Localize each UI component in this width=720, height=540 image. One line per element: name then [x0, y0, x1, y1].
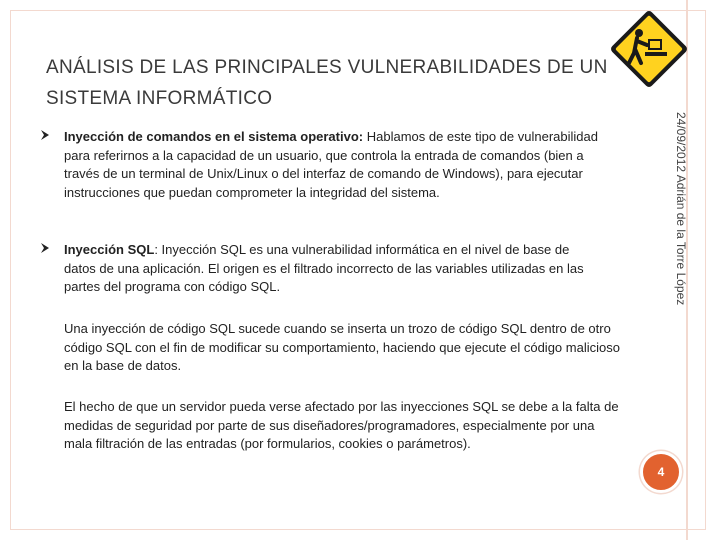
bullet-term: Inyección SQL [64, 242, 155, 257]
side-footer [672, 112, 690, 324]
arrowhead-bullet-icon [40, 128, 52, 147]
bullet-body: : Inyección SQL es una vulnerabilidad informática en el nivel de base de datos de una aplicación. El origen es el filtrado incorrecto de las variables utilizadas en las partes del programa con código SQL. [64, 242, 584, 294]
paragraph-sql-injection-cause: El hecho de que un servidor pueda verse afectado por las inyecciones SQL se debe a la falta de medidas de seguridad por parte de sus diseñadores/programadores, especialmente por una mala filtración de las entradas (por formularios, cookies o parámetros). [64, 399, 619, 451]
slide-title-line2: SISTEMA INFORMÁTICO [46, 88, 273, 109]
page-number: 4 [657, 465, 665, 479]
bullet-text [64, 241, 604, 297]
arrowhead-bullet-icon [40, 241, 52, 260]
bullet-text [64, 128, 604, 202]
slide-title-line1: ANÁLISIS DE LAS PRINCIPALES VULNERABILIDADES DE UN [46, 57, 608, 78]
page-number-badge [640, 451, 682, 493]
side-date-author: 24/09/2012 Adrián de la Torre López [674, 112, 688, 306]
bullet-term: Inyección de comandos en el sistema operativo: [64, 129, 364, 144]
slide-title [46, 52, 616, 114]
bullet-body: Hablamos de este tipo de vulnerabilidad para referirnos a la capacidad de un usuario, que controla la entrada de comandos (bien a través de un terminal de Unix/Linux o del interfaz de comando de Windows), para ejecutar instrucciones que puedan comprometer la integridad del sistema. [64, 129, 598, 200]
paragraph-sql-injection-explanation: Una inyección de código SQL sucede cuando se inserta un trozo de código SQL dentro de otro código SQL con el fin de modificar su comportamiento, haciendo que ejecute el código malicioso en la base de datos. [64, 321, 620, 373]
